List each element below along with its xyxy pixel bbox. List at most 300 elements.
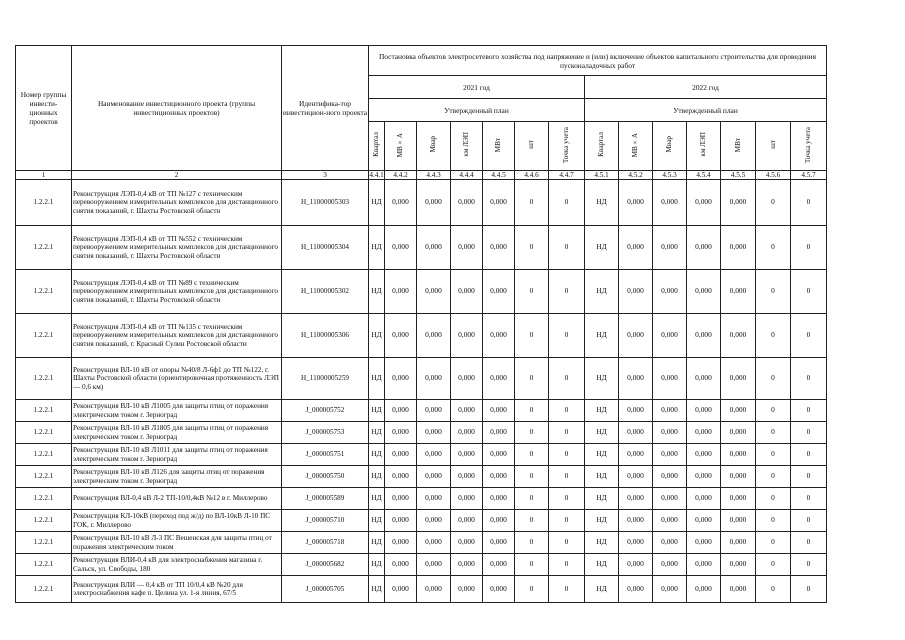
column-index: 4.4.1: [369, 171, 384, 179]
row-value-cell: 0,000: [417, 314, 451, 358]
row-project-id: J_000005705: [282, 576, 369, 603]
row-value-cell: 0: [549, 422, 585, 444]
row-group-number: 1.2.2.1: [16, 400, 72, 422]
column-index: 3: [282, 171, 369, 180]
row-value-cell: 0,000: [483, 444, 515, 466]
row-value-cell: 0: [515, 358, 549, 400]
row-value-cell: 0: [549, 532, 585, 554]
header-unit-label: км ЛЭП: [462, 132, 471, 158]
row-value-cell: 0,000: [687, 226, 721, 270]
row-value-cell: 0: [549, 226, 585, 270]
row-value-cell: 0,000: [385, 180, 417, 226]
header-unit-2021-6: [549, 122, 585, 171]
row-value-cell: 0,000: [483, 270, 515, 314]
row-value-cell: 0,000: [385, 510, 417, 532]
row-value-cell: 0,000: [385, 422, 417, 444]
row-value-cell: НД: [369, 270, 385, 314]
row-value-cell: 0: [756, 180, 791, 226]
row-value-cell: 0: [549, 180, 585, 226]
row-value-cell: 0: [756, 554, 791, 576]
row-value-cell: 0: [515, 488, 549, 510]
row-value-cell: НД: [585, 466, 619, 488]
row-value-cell: НД: [585, 422, 619, 444]
header-unit-2022-1: [619, 122, 653, 171]
row-value-cell: 0: [549, 270, 585, 314]
header-year-2022: 2022 год: [585, 76, 827, 99]
header-unit-label: Мвар: [665, 136, 674, 153]
row-value-cell: 0: [791, 510, 827, 532]
row-value-cell: 0: [515, 400, 549, 422]
row-group-number: 1.2.2.1: [16, 358, 72, 400]
row-value-cell: 0,000: [721, 358, 756, 400]
header-unit-label: Точка учета: [562, 126, 571, 163]
header-unit-2022-4: [721, 122, 756, 171]
header-plan-2022: Утвержденный план: [585, 99, 827, 122]
row-group-number: 1.2.2.1: [16, 226, 72, 270]
row-value-cell: 0,000: [619, 358, 653, 400]
table-row: [16, 180, 827, 226]
row-value-cell: 0: [549, 576, 585, 603]
row-value-cell: 0,000: [451, 400, 483, 422]
row-value-cell: НД: [585, 576, 619, 603]
row-project-name: Реконструкция ВЛ-10 кВ от опоры №40/8 Л-6ф1 до ТП №122, г. Шахты Ростовской области (ориентировочная протяженность ЛЭП — 0,6 км): [72, 358, 282, 400]
row-project-name: Реконструкция ЛЭП-0,4 кВ от ТП №135 с техническим перевооружением измерительных комплексов для дистанционного снятия показаний, г. Красный Сулин Ростовской области: [72, 314, 282, 358]
row-value-cell: 0,000: [619, 226, 653, 270]
row-value-cell: 0,000: [619, 180, 653, 226]
row-value-cell: 0,000: [385, 488, 417, 510]
row-value-cell: 0,000: [385, 400, 417, 422]
header-plan-2021: Утвержденный план: [369, 99, 585, 122]
row-value-cell: 0: [756, 422, 791, 444]
header-unit-2021-0: [369, 122, 385, 171]
row-group-number: 1.2.2.1: [16, 180, 72, 226]
column-index: 1: [16, 171, 72, 180]
row-value-cell: НД: [585, 554, 619, 576]
row-value-cell: 0: [515, 314, 549, 358]
row-value-cell: 0,000: [451, 532, 483, 554]
row-value-cell: 0,000: [451, 226, 483, 270]
row-value-cell: 0,000: [483, 358, 515, 400]
row-group-number: 1.2.2.1: [16, 510, 72, 532]
table-row: [16, 358, 827, 400]
row-value-cell: 0: [791, 314, 827, 358]
header-unit-2021-1: [385, 122, 417, 171]
row-project-name: Реконструкция ВЛ-10 кВ Л-3 ПС Вешенская для защиты птиц от поражения электрическим током: [72, 532, 282, 554]
row-value-cell: 0: [756, 400, 791, 422]
row-value-cell: 0,000: [653, 422, 687, 444]
row-value-cell: 0,000: [451, 180, 483, 226]
row-value-cell: НД: [585, 314, 619, 358]
row-value-cell: 0,000: [721, 444, 756, 466]
row-group-number: 1.2.2.1: [16, 466, 72, 488]
row-value-cell: 0,000: [687, 532, 721, 554]
row-value-cell: 0: [549, 510, 585, 532]
row-value-cell: 0,000: [385, 270, 417, 314]
row-value-cell: 0: [791, 422, 827, 444]
row-value-cell: 0,000: [483, 488, 515, 510]
row-project-id: Н_11000005303: [282, 180, 369, 226]
row-value-cell: 0,000: [721, 576, 756, 603]
row-value-cell: 0: [756, 270, 791, 314]
row-value-cell: 0: [756, 226, 791, 270]
row-value-cell: 0,000: [619, 400, 653, 422]
row-value-cell: 0: [756, 444, 791, 466]
header-unit-2022-0: [585, 122, 619, 171]
row-value-cell: 0: [791, 270, 827, 314]
row-group-number: 1.2.2.1: [16, 532, 72, 554]
row-value-cell: 0,000: [619, 576, 653, 603]
row-value-cell: НД: [369, 422, 385, 444]
row-value-cell: 0: [791, 226, 827, 270]
row-value-cell: 0: [791, 358, 827, 400]
row-value-cell: 0,000: [687, 444, 721, 466]
row-value-cell: 0,000: [417, 532, 451, 554]
row-project-id: J_000005710: [282, 510, 369, 532]
row-value-cell: 0,000: [687, 488, 721, 510]
row-value-cell: 0,000: [385, 444, 417, 466]
header-unit-2022-5: [756, 122, 791, 171]
row-project-name: Реконструкция ЛЭП-0,4 кВ от ТП №127 с техническим перевооружением измерительных комплексов для дистанционного снятия показаний, г. Шахты Ростовской области: [72, 180, 282, 226]
row-value-cell: 0: [515, 576, 549, 603]
table-row: [16, 532, 827, 554]
row-value-cell: НД: [585, 226, 619, 270]
row-value-cell: 0,000: [721, 422, 756, 444]
header-unit-label: МВ×А: [396, 132, 405, 157]
row-value-cell: 0,000: [385, 226, 417, 270]
column-index: 2: [72, 171, 282, 180]
row-value-cell: 0,000: [721, 532, 756, 554]
row-value-cell: 0,000: [653, 180, 687, 226]
row-value-cell: 0,000: [451, 422, 483, 444]
row-group-number: 1.2.2.1: [16, 576, 72, 603]
row-value-cell: 0: [791, 488, 827, 510]
row-value-cell: НД: [585, 488, 619, 510]
row-value-cell: 0: [515, 226, 549, 270]
row-project-id: J_000005753: [282, 422, 369, 444]
row-value-cell: 0,000: [451, 510, 483, 532]
header-year-2021: 2021 год: [369, 76, 585, 99]
row-value-cell: 0: [549, 488, 585, 510]
row-value-cell: НД: [369, 444, 385, 466]
row-value-cell: 0,000: [721, 180, 756, 226]
header-project-id: Идентифика-тор инвестицион-ного проекта: [282, 46, 369, 171]
row-value-cell: 0,000: [619, 422, 653, 444]
header-unit-label: Точка учета: [804, 126, 813, 163]
row-value-cell: 0,000: [687, 314, 721, 358]
row-value-cell: 0: [791, 576, 827, 603]
row-value-cell: 0,000: [653, 400, 687, 422]
row-value-cell: 0,000: [687, 510, 721, 532]
row-value-cell: 0,000: [417, 422, 451, 444]
row-project-name: Реконструкция ВЛ-10 кВ Л1005 для защиты птиц от поражения электрическим током г. Зерноград: [72, 400, 282, 422]
row-value-cell: 0,000: [653, 510, 687, 532]
column-index: 4.4.2: [385, 171, 417, 180]
row-value-cell: 0,000: [619, 554, 653, 576]
row-value-cell: 0: [756, 314, 791, 358]
row-value-cell: 0: [756, 532, 791, 554]
column-index: 4.5.2: [619, 171, 653, 180]
row-value-cell: 0,000: [721, 466, 756, 488]
table-row: [16, 314, 827, 358]
row-value-cell: 0,000: [653, 270, 687, 314]
row-value-cell: 0,000: [619, 510, 653, 532]
row-value-cell: НД: [369, 314, 385, 358]
row-value-cell: 0,000: [385, 466, 417, 488]
row-value-cell: 0,000: [653, 466, 687, 488]
row-value-cell: НД: [585, 444, 619, 466]
header-project-name: Наименование инвестиционного проекта (группы инвестиционных проектов): [72, 46, 282, 171]
table-row: [16, 554, 827, 576]
row-value-cell: 0: [756, 466, 791, 488]
row-value-cell: НД: [369, 180, 385, 226]
row-value-cell: 0: [791, 180, 827, 226]
row-value-cell: 0: [791, 444, 827, 466]
column-index: 4.5.6: [756, 171, 791, 180]
header-unit-2022-6: [791, 122, 827, 171]
row-value-cell: 0: [549, 444, 585, 466]
header-unit-2021-2: [417, 122, 451, 171]
row-project-id: Н_11000005304: [282, 226, 369, 270]
row-project-id: J_000005751: [282, 444, 369, 466]
row-value-cell: 0,000: [653, 314, 687, 358]
row-value-cell: 0,000: [385, 314, 417, 358]
row-value-cell: 0,000: [653, 576, 687, 603]
row-value-cell: 0: [515, 270, 549, 314]
table-row: [16, 270, 827, 314]
investment-table-sheet: [15, 45, 827, 603]
row-value-cell: НД: [369, 226, 385, 270]
row-value-cell: 0,000: [483, 422, 515, 444]
row-value-cell: 0,000: [653, 444, 687, 466]
row-project-name: Реконструкция ВЛИ-0,4 кВ для электроснабжения магазина г. Сальск, ул. Свободы, 180: [72, 554, 282, 576]
row-value-cell: 0,000: [653, 358, 687, 400]
row-group-number: 1.2.2.1: [16, 554, 72, 576]
row-value-cell: 0,000: [721, 270, 756, 314]
row-project-id: J_000005718: [282, 532, 369, 554]
column-index: 4.5.1: [585, 171, 619, 180]
row-project-name: Реконструкция ВЛ-10 кВ Л126 для защиты птиц от поражения электрическим током г. Зерноград: [72, 466, 282, 488]
row-value-cell: 0,000: [451, 314, 483, 358]
row-value-cell: 0,000: [619, 488, 653, 510]
row-project-id: Н_11000005306: [282, 314, 369, 358]
row-value-cell: 0,000: [417, 400, 451, 422]
table-row: [16, 400, 827, 422]
row-value-cell: 0: [515, 554, 549, 576]
row-value-cell: 0: [756, 576, 791, 603]
row-value-cell: 0,000: [417, 444, 451, 466]
row-value-cell: 0,000: [385, 532, 417, 554]
table-row: [16, 488, 827, 510]
row-value-cell: 0,000: [653, 226, 687, 270]
row-value-cell: НД: [369, 466, 385, 488]
header-unit-2022-3: [687, 122, 721, 171]
row-value-cell: 0,000: [483, 532, 515, 554]
row-project-id: J_000005750: [282, 466, 369, 488]
header-unit-label: МВт: [494, 137, 503, 152]
row-value-cell: 0,000: [417, 554, 451, 576]
row-value-cell: 0,000: [385, 576, 417, 603]
row-project-name: Реконструкция ВЛ-10 кВ Л1805 для защиты птиц от поражения электрическим током г. Зерноград: [72, 422, 282, 444]
column-index: 4.4.7: [549, 171, 585, 180]
row-value-cell: 0: [515, 510, 549, 532]
row-value-cell: 0,000: [483, 314, 515, 358]
row-value-cell: 0,000: [653, 532, 687, 554]
header-unit-2022-2: [653, 122, 687, 171]
column-index: 4.5.7: [791, 171, 827, 180]
header-unit-label: Квартал: [597, 132, 606, 158]
row-value-cell: 0,000: [417, 466, 451, 488]
row-value-cell: 0: [756, 510, 791, 532]
header-unit-label: шт: [768, 140, 777, 150]
row-value-cell: 0,000: [483, 510, 515, 532]
row-value-cell: НД: [369, 358, 385, 400]
header-unit-label: Мвар: [429, 136, 438, 153]
row-value-cell: 0,000: [687, 422, 721, 444]
row-value-cell: 0,000: [653, 488, 687, 510]
column-index: 4.4.3: [417, 171, 451, 180]
row-value-cell: 0,000: [619, 314, 653, 358]
row-group-number: 1.2.2.1: [16, 314, 72, 358]
row-value-cell: НД: [369, 400, 385, 422]
row-value-cell: 0: [515, 422, 549, 444]
row-value-cell: 0,000: [451, 488, 483, 510]
header-unit-label: МВ×А: [631, 132, 640, 157]
column-index: 4.4.5: [483, 171, 515, 180]
header-unit-label: шт: [527, 140, 536, 150]
row-value-cell: 0,000: [385, 554, 417, 576]
row-value-cell: 0: [515, 466, 549, 488]
row-project-id: J_000005682: [282, 554, 369, 576]
row-value-cell: НД: [369, 510, 385, 532]
row-value-cell: 0,000: [417, 510, 451, 532]
row-group-number: 1.2.2.1: [16, 488, 72, 510]
row-value-cell: НД: [585, 532, 619, 554]
row-value-cell: 0,000: [687, 576, 721, 603]
row-value-cell: 0: [549, 358, 585, 400]
row-value-cell: 0: [756, 358, 791, 400]
header-unit-2021-3: [451, 122, 483, 171]
row-value-cell: 0: [515, 532, 549, 554]
row-value-cell: 0: [515, 444, 549, 466]
column-index: 4.5.4: [687, 171, 721, 180]
row-project-id: J_000005752: [282, 400, 369, 422]
row-value-cell: 0,000: [721, 226, 756, 270]
row-project-name: Реконструкция ВЛИ — 0,4 кВ от ТП 10/0,4 кВ №20 для электроснабжения кафе п. Целина ул. 1-я линия, 67/5: [72, 576, 282, 603]
row-value-cell: 0: [515, 180, 549, 226]
column-index: 4.5.5: [721, 171, 756, 180]
row-value-cell: 0,000: [721, 510, 756, 532]
header-unit-label: км ЛЭП: [699, 132, 708, 158]
row-project-name: Реконструкция ЛЭП-0,4 кВ от ТП №552 с техническим перевооружением измерительных комплексов для дистанционного снятия показаний, г. Шахты Ростовской области: [72, 226, 282, 270]
row-value-cell: 0: [549, 400, 585, 422]
table-row: [16, 576, 827, 603]
row-value-cell: 0,000: [687, 554, 721, 576]
row-value-cell: НД: [585, 180, 619, 226]
row-value-cell: НД: [585, 400, 619, 422]
table-row: [16, 466, 827, 488]
table-row: [16, 422, 827, 444]
column-index: 4.4.6: [515, 171, 549, 180]
row-value-cell: 0,000: [417, 488, 451, 510]
row-value-cell: 0,000: [721, 488, 756, 510]
column-index: 4.5.3: [653, 171, 687, 180]
row-value-cell: 0,000: [451, 358, 483, 400]
row-value-cell: НД: [369, 554, 385, 576]
row-group-number: 1.2.2.1: [16, 422, 72, 444]
row-value-cell: 0,000: [417, 180, 451, 226]
row-value-cell: 0,000: [417, 226, 451, 270]
row-value-cell: 0,000: [385, 358, 417, 400]
row-value-cell: 0,000: [483, 226, 515, 270]
row-value-cell: 0,000: [417, 270, 451, 314]
row-value-cell: 0,000: [721, 400, 756, 422]
row-value-cell: 0,000: [451, 270, 483, 314]
investment-table: [15, 45, 827, 603]
row-value-cell: НД: [369, 532, 385, 554]
row-value-cell: 0,000: [451, 576, 483, 603]
header-unit-label: Квартал: [372, 132, 381, 158]
row-value-cell: 0,000: [687, 270, 721, 314]
row-value-cell: НД: [585, 270, 619, 314]
row-value-cell: 0: [791, 466, 827, 488]
table-row: [16, 226, 827, 270]
row-value-cell: 0,000: [451, 554, 483, 576]
header-unit-label: МВт: [733, 137, 742, 152]
row-value-cell: 0: [791, 532, 827, 554]
row-value-cell: 0,000: [417, 576, 451, 603]
row-value-cell: НД: [369, 488, 385, 510]
row-group-number: 1.2.2.1: [16, 444, 72, 466]
row-value-cell: 0,000: [451, 444, 483, 466]
row-value-cell: 0,000: [483, 180, 515, 226]
row-value-cell: 0,000: [619, 270, 653, 314]
row-project-id: Н_11000005302: [282, 270, 369, 314]
row-value-cell: 0,000: [687, 400, 721, 422]
row-value-cell: 0,000: [483, 576, 515, 603]
row-value-cell: 0,000: [483, 466, 515, 488]
row-value-cell: 0,000: [687, 358, 721, 400]
row-value-cell: НД: [585, 358, 619, 400]
header-unit-2021-5: [515, 122, 549, 171]
row-value-cell: 0,000: [417, 358, 451, 400]
row-value-cell: 0: [549, 314, 585, 358]
header-group-number: Номер группы инвести-ционных проектов: [16, 46, 72, 171]
row-value-cell: 0: [549, 554, 585, 576]
row-value-cell: 0,000: [653, 554, 687, 576]
row-value-cell: 0,000: [721, 314, 756, 358]
table-row: [16, 444, 827, 466]
row-value-cell: 0: [791, 554, 827, 576]
header-unit-2021-4: [483, 122, 515, 171]
table-row: [16, 510, 827, 532]
row-project-name: Реконструкция ЛЭП-0,4 кВ от ТП №89 с техническим перевооружением измерительных комплексов для дистанционного снятия показаний, г. Шахты Ростовской области: [72, 270, 282, 314]
row-value-cell: 0: [791, 400, 827, 422]
row-value-cell: НД: [369, 576, 385, 603]
row-value-cell: 0,000: [451, 466, 483, 488]
row-value-cell: 0,000: [483, 400, 515, 422]
row-value-cell: 0,000: [619, 466, 653, 488]
row-value-cell: НД: [585, 510, 619, 532]
row-group-number: 1.2.2.1: [16, 270, 72, 314]
row-value-cell: 0,000: [619, 444, 653, 466]
row-project-name: Реконструкция ВЛ-0,4 кВ Л-2 ТП-10/0,4кВ №12 в г. Миллерово: [72, 488, 282, 510]
row-value-cell: 0,000: [687, 466, 721, 488]
row-value-cell: 0,000: [721, 554, 756, 576]
row-value-cell: 0: [549, 466, 585, 488]
column-index: 4.4.4: [451, 171, 483, 180]
row-project-id: J_000005589: [282, 488, 369, 510]
row-value-cell: 0,000: [619, 532, 653, 554]
